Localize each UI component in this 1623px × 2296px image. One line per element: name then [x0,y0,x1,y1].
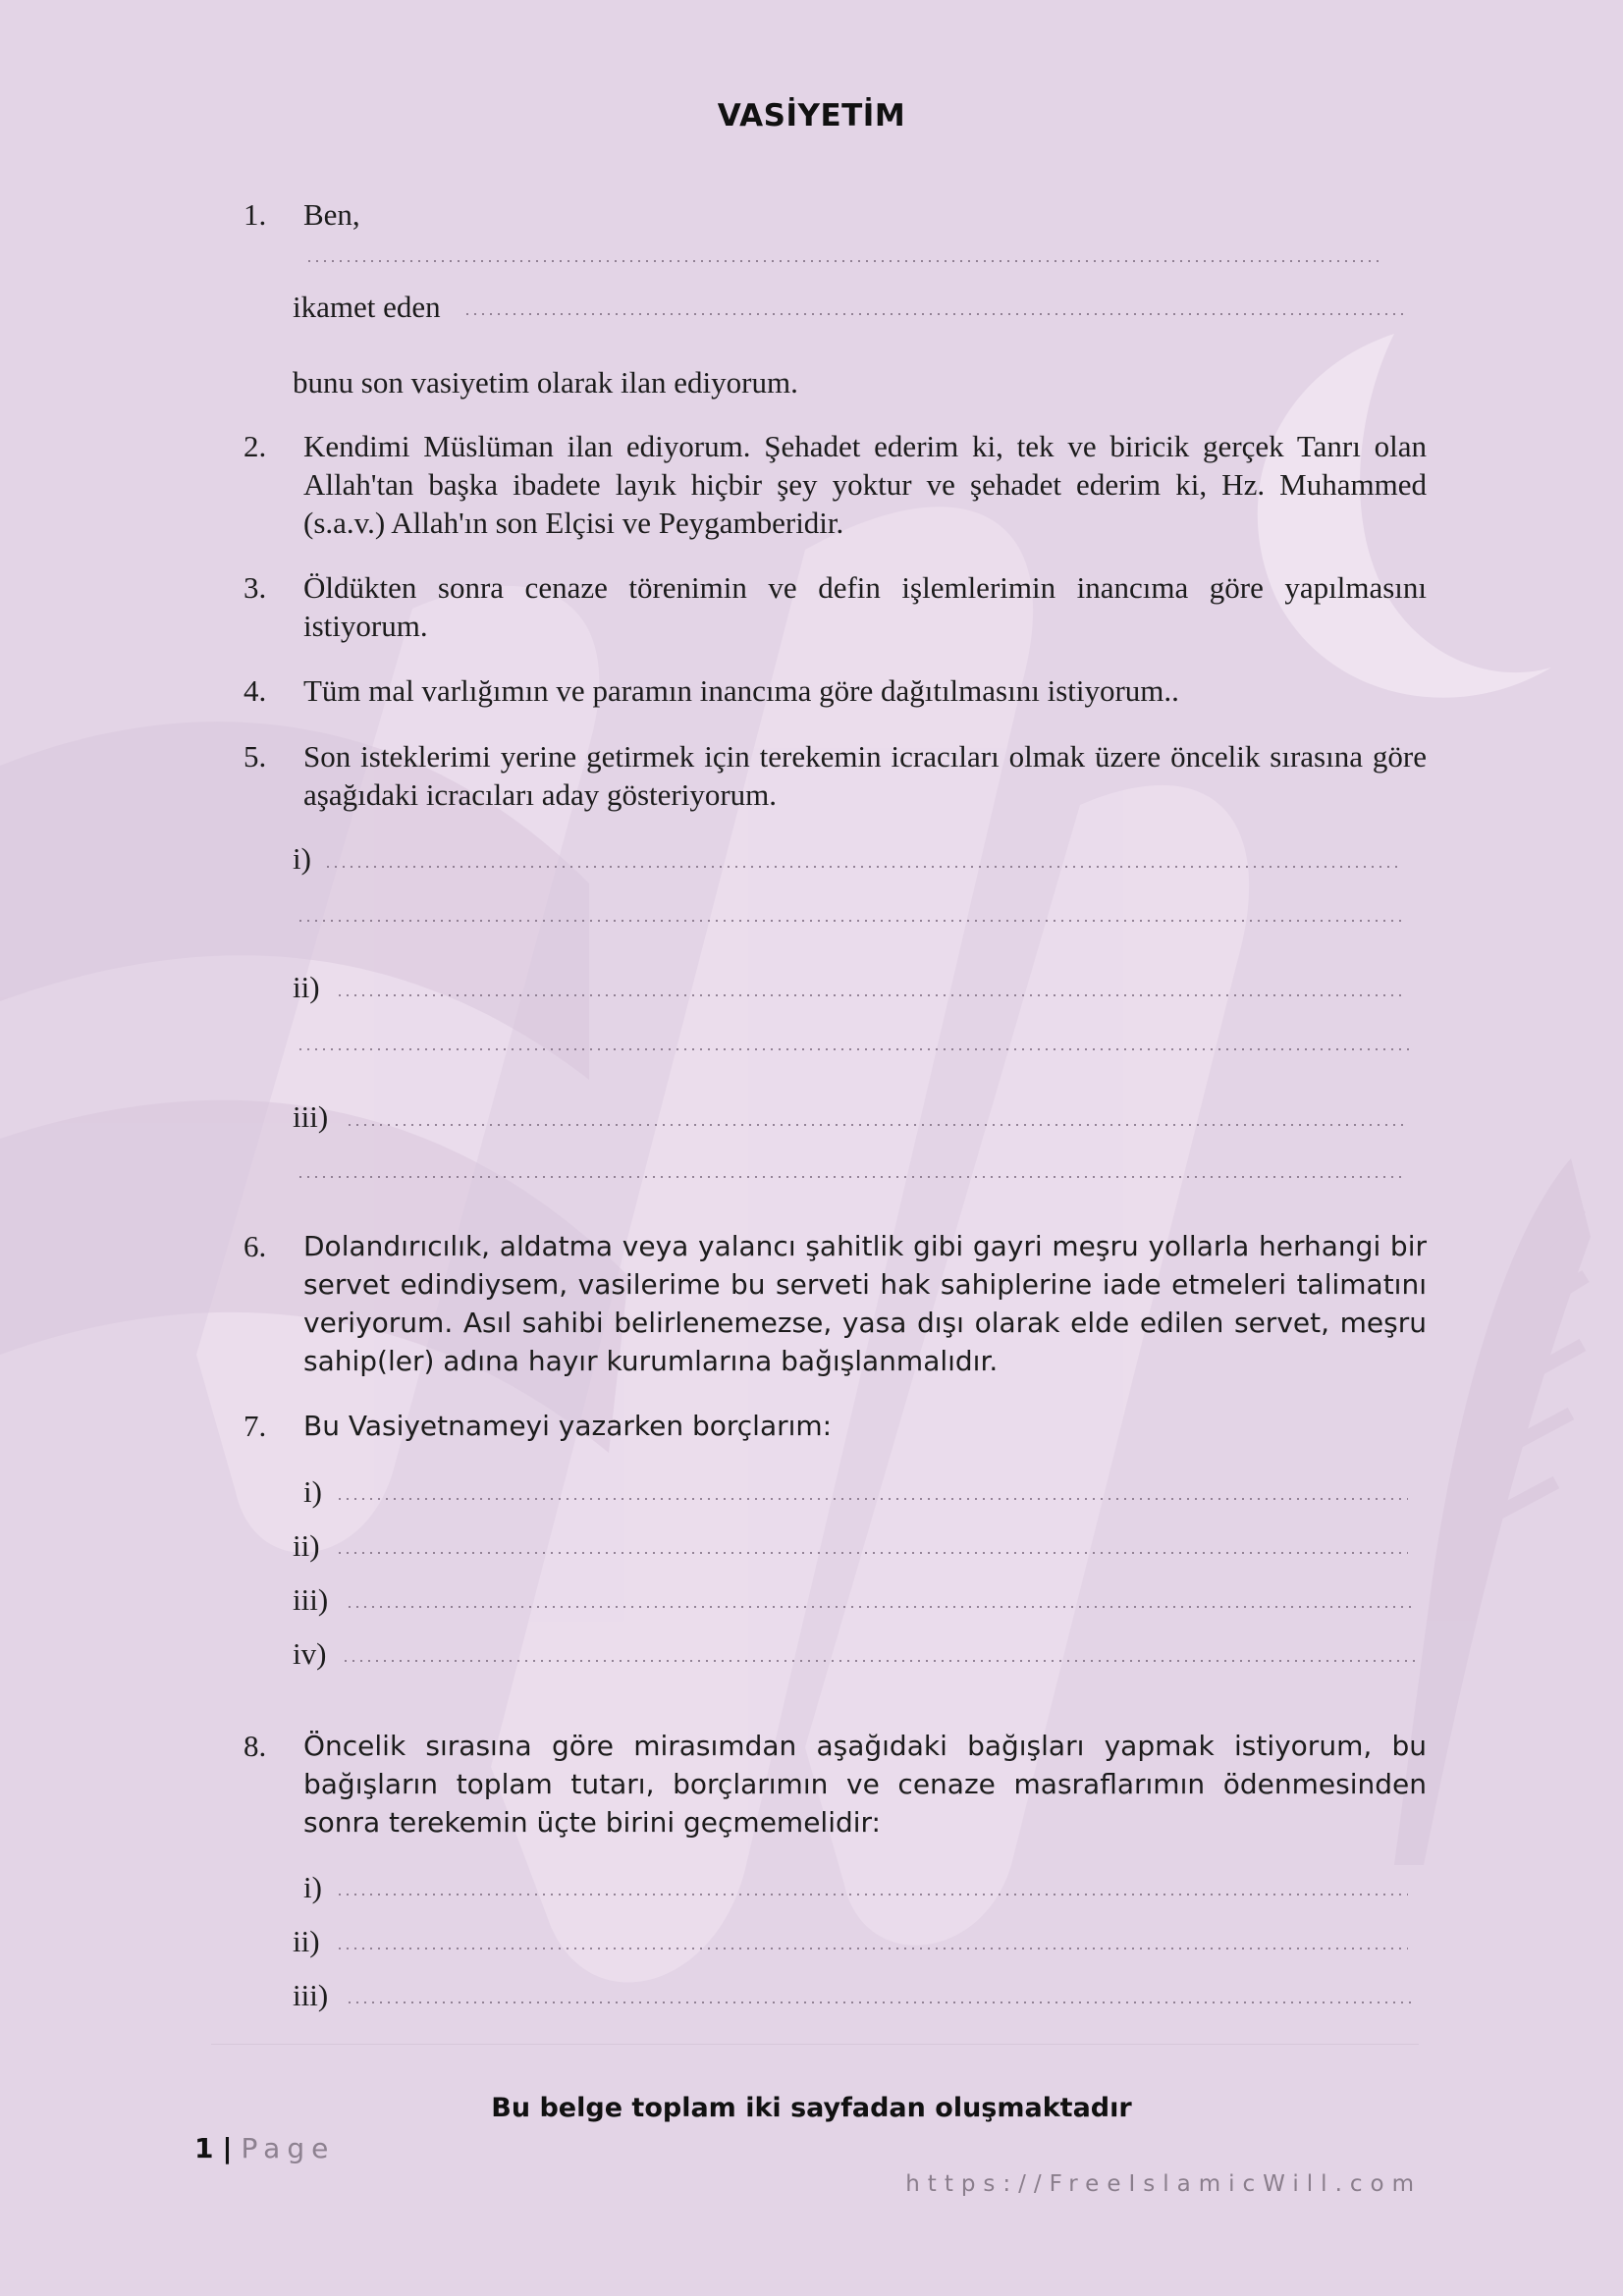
footer-divider [211,2044,1419,2045]
item-number: 2. [243,429,267,463]
item-number: 7. [243,1409,267,1443]
address-fill-line[interactable] [463,313,1406,315]
page-separator: | [222,2132,233,2164]
debt-fill-line[interactable] [342,1660,1416,1662]
debts-paragraph: Bu Vasiyetnameyi yazarken borçlarım: [303,1410,833,1442]
bequest-fill-line[interactable] [336,1894,1408,1896]
executor-label: iii) [293,1099,329,1134]
funeral-paragraph: Öldükten sonra cenaze törenimin ve defin işlemlerimin inancıma göre yapılmasını istiyorum. [303,570,1427,643]
residence-label: ikamet eden [293,290,441,324]
bequest-fill-line[interactable] [346,2002,1416,2003]
item-number: 1. [243,197,267,232]
item-number: 4. [243,673,267,708]
item-number: 5. [243,739,267,774]
page-number-value: 1 [194,2132,214,2164]
intro-text: Ben, [303,197,360,232]
executor-fill-line[interactable] [324,866,1402,868]
executors-paragraph: Son isteklerimi yerine getirmek için terekemin icracıları olmak üzere öncelik sırasına göre aşağıdaki icracıları aday gösteriyorum. [303,739,1427,812]
item-number: 3. [243,570,267,605]
unlawful-wealth-paragraph: Dolandırıcılık, aldatma veya yalancı şahitlik gibi gayri meşru yollarla herhangi bir servet edindiysem, vasilerime bu serveti hak sahiplerine iade etmeleri talimatını veriyorum. Asıl sahibi belirlenemezse, yasa dışı olarak elde edilen servet, meşru sahip(ler) adına hayır kurumlarına bağışlanmalıdır. [303,1230,1427,1377]
page-title: VASİYETİM [717,98,906,133]
page-count-note: Bu belge toplam iki sayfadan oluşmaktadır [491,2093,1132,2123]
bequest-label: ii) [293,1924,320,1958]
debt-fill-line[interactable] [336,1552,1408,1554]
executor-label: i) [293,841,311,876]
executor-fill-line[interactable] [297,1176,1406,1178]
executor-fill-line[interactable] [336,994,1402,996]
debt-label: iii) [293,1582,329,1617]
bequest-label: i) [303,1870,322,1904]
executor-fill-line[interactable] [297,1048,1412,1050]
debt-fill-line[interactable] [336,1498,1408,1500]
executor-fill-line[interactable] [346,1124,1408,1126]
page-word: Page [241,2132,336,2164]
item-number: 6. [243,1229,267,1263]
bequest-label: iii) [293,1978,329,2012]
debt-fill-line[interactable] [346,1606,1416,1608]
debt-label: iv) [293,1636,327,1671]
executor-fill-line[interactable] [297,920,1406,922]
declaration-text: bunu son vasiyetim olarak ilan ediyorum. [293,365,798,400]
item-number: 8. [243,1729,267,1763]
bequests-paragraph: Öncelik sırasına göre mirasımdan aşağıdaki bağışları yapmak istiyorum, bu bağışların toplam tutarı, borçlarımın ve cenaze masraflarımın ödenmesinden sonra terekemin üçte birini geçmemelidir: [303,1730,1427,1839]
name-fill-line[interactable] [305,260,1383,262]
executor-label: ii) [293,970,320,1004]
page-number [194,2132,335,2164]
debt-label: ii) [293,1528,320,1563]
debt-label: i) [303,1474,322,1509]
bequest-fill-line[interactable] [336,1948,1408,1949]
website-url: https://FreeIslamicWill.com [905,2171,1422,2197]
distribution-paragraph: Tüm mal varlığımın ve paramın inancıma göre dağıtılmasını istiyorum.. [303,673,1179,708]
shahada-paragraph: Kendimi Müslüman ilan ediyorum. Şehadet ederim ki, tek ve biricik gerçek Tanrı olan Allah'tan başka ibadete layık hiçbir şey yoktur ve şehadet ederim ki, Hz. Muhammed (s.a.v.) Allah'ın son Elçisi ve Peygamberidir. [303,429,1427,540]
